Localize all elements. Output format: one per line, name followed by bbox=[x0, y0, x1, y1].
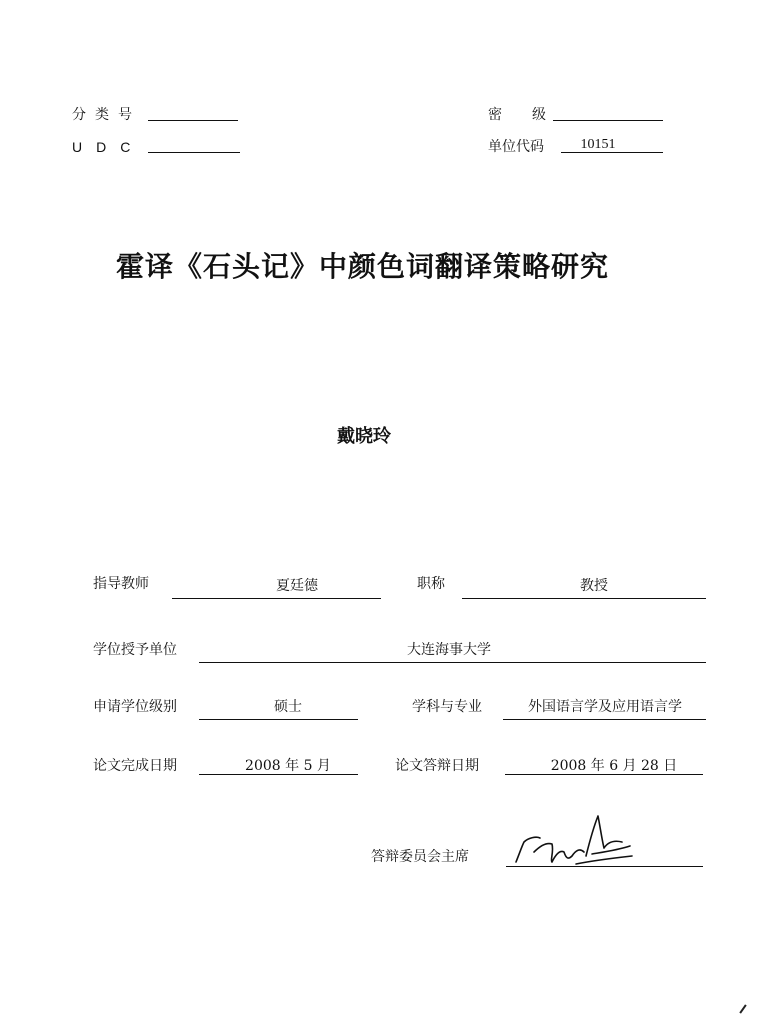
unit-code-value: 10151 bbox=[580, 137, 616, 152]
degree-level-line bbox=[199, 719, 358, 720]
institution-value: 大连海事大学 bbox=[407, 642, 491, 658]
completion-date-value: 2008 年 5 月 bbox=[245, 758, 331, 774]
rank-value: 教授 bbox=[580, 578, 608, 594]
author-name: 戴晓玲 bbox=[337, 426, 391, 447]
udc-line bbox=[148, 152, 240, 153]
secret-level-label: 密级 bbox=[488, 107, 576, 123]
thesis-title: 霍译《石头记》中颜色词翻译策略研究 bbox=[116, 250, 610, 283]
completion-date-label: 论文完成日期 bbox=[93, 758, 177, 774]
defense-date-value: 2008 年 6 月 28 日 bbox=[550, 758, 678, 774]
advisor-value: 夏廷德 bbox=[276, 578, 318, 594]
udc-label: UDC bbox=[72, 139, 145, 155]
major-line bbox=[503, 719, 706, 720]
institution-label: 学位授予单位 bbox=[93, 642, 177, 658]
major-label: 学科与专业 bbox=[412, 699, 482, 715]
committee-chair-label: 答辩委员会主席 bbox=[371, 849, 469, 865]
class-number-line bbox=[148, 120, 238, 121]
unit-code-label: 单位代码 bbox=[488, 139, 544, 155]
scan-mark bbox=[739, 1004, 746, 1013]
major-value: 外国语言学及应用语言学 bbox=[528, 699, 682, 715]
institution-line bbox=[199, 662, 706, 663]
degree-level-label: 申请学位级别 bbox=[93, 699, 177, 715]
class-number-label: 分类号 bbox=[72, 107, 141, 123]
advisor-label: 指导教师 bbox=[93, 576, 149, 592]
defense-date-label: 论文答辩日期 bbox=[395, 758, 479, 774]
advisor-line bbox=[172, 598, 381, 599]
degree-level-value: 硕士 bbox=[274, 699, 302, 715]
rank-line bbox=[462, 598, 706, 599]
secret-level-line bbox=[553, 120, 663, 121]
rank-label: 职称 bbox=[417, 576, 445, 592]
handwritten-signature bbox=[506, 812, 636, 870]
